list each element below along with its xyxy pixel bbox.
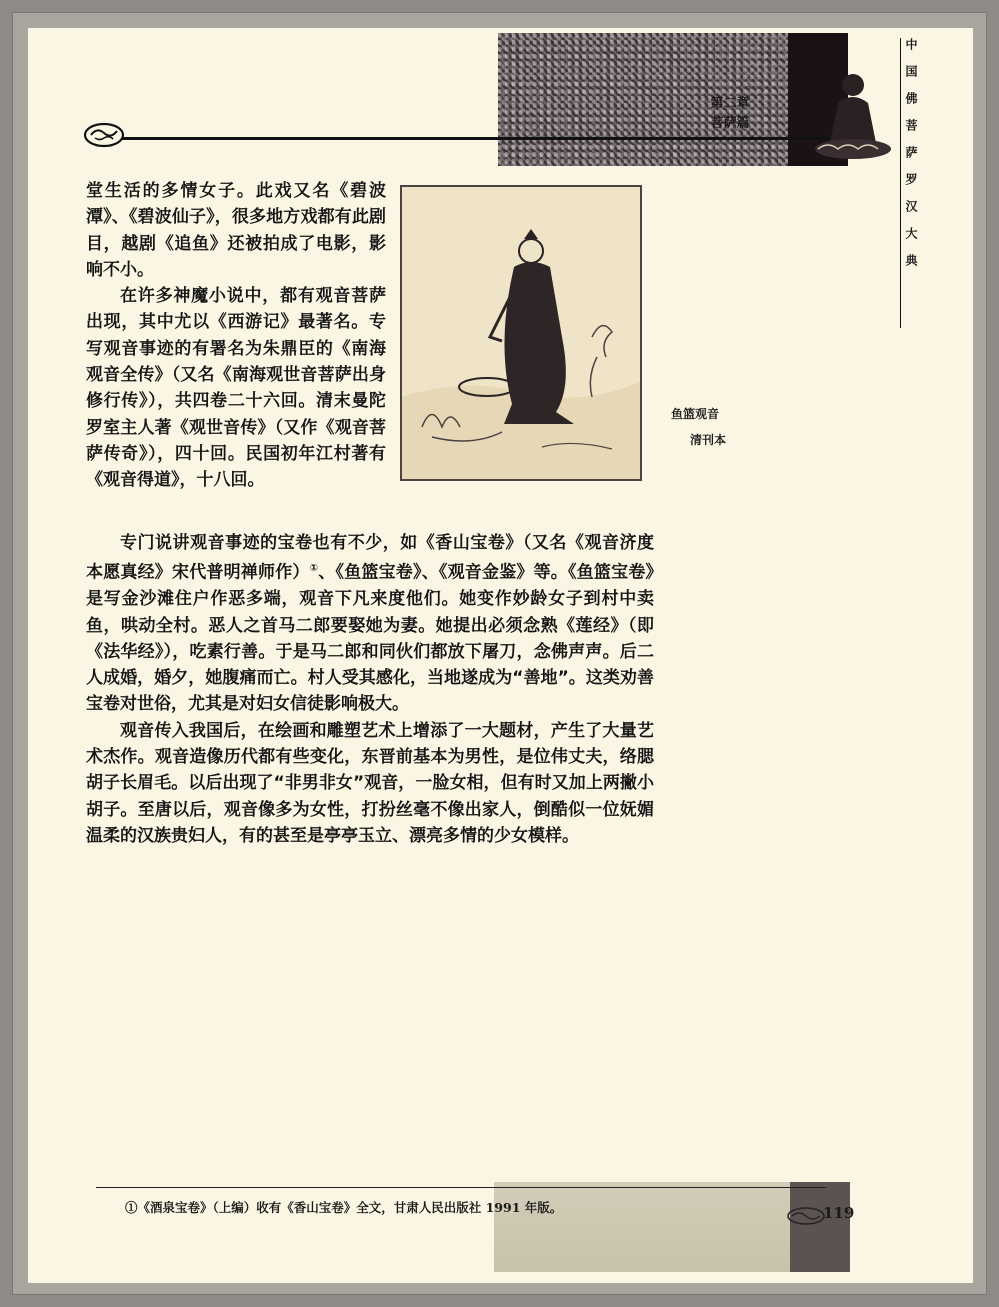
page-number-cloud-icon: [786, 1206, 826, 1226]
chapter-title: 菩萨篇: [710, 116, 750, 131]
wide-column: [86, 530, 654, 849]
paragraph-art: 观音传入我国后，在绘画和雕塑艺术上增添了一大题材，产生了大量艺术杰作。观音造像历代都有些变化，东晋前基本为男性，是位伟丈夫，络腮胡子长眉毛。以后出现了“非男非女”观音，一脸女相，但有时又加上两撇小胡子。至唐以后，观音像多为女性，打扮丝毫不像出家人，倒酷似一位妩媚温柔的汉族贵妇人，有的甚至是亭亭玉立、漂亮多情的少女模样。: [86, 720, 654, 846]
paragraph-baojuan: [86, 530, 654, 718]
paragraph-novels: 在许多神魔小说中，都有观音菩萨出现，其中尤以《西游记》最著名。专写观音事迹的有署名为朱鼎臣的《南海观音全传》（又名《南海观世音菩萨出身修行传》），共四卷二十六回。清末曼陀罗室主人著《观世音传》（又作《观音菩萨传奇》），四十回。民国初年江村著有《观音得道》，十八回。: [86, 286, 386, 491]
chapter-label: [700, 94, 760, 134]
cloud-ornament-icon: [83, 120, 125, 148]
illustration-caption: [658, 401, 748, 453]
page-number: 119: [823, 1204, 855, 1222]
baojuan-text-rest: 、《鱼篮宝卷》、《观音金鉴》等。《鱼篮宝卷》是写金沙滩住户作恶多端，观音下凡来度他们。她变作妙龄女子到村中卖鱼，哄动全村。恶人之首马二郎要娶她为妻。她提出必须念熟《莲经》（即《法华经》），吃素行善。于是马二郎和同伙们都放下屠刀，念佛声声。后二人成婚，婚夕，她腹痛而亡。村人受其感化，当地遂成为“善地”。这类劝善宝卷对世俗，尤其是对妇女信徒影响极大。: [86, 562, 655, 715]
seated-figure-icon: [808, 63, 898, 163]
footnote-text: ①《酒泉宝卷》（上编）收有《香山宝卷》全文，甘肃人民出版社 1991 年版。: [125, 1200, 563, 1215]
footnote-rule: [96, 1187, 826, 1188]
paragraph-continuation: 堂生活的多情女子。此戏又名《碧波潭》、《碧波仙子》，很多地方戏都有此剧目，越剧《追鱼》还被拍成了电影，影响不小。: [86, 181, 386, 280]
footer-dark-block: [790, 1182, 850, 1272]
book-page: [28, 28, 973, 1283]
book-title-vertical: 中国佛菩萨罗汉大典: [904, 38, 918, 281]
caption-title: 鱼篮观音: [671, 407, 720, 421]
illustration-guanyin: [400, 185, 642, 481]
chapter-number: 第二章: [710, 96, 750, 111]
header-rule: [114, 137, 834, 140]
footnote-marker[interactable]: ①: [309, 563, 319, 575]
guanyin-drawing: [402, 187, 640, 479]
caption-source: 清刊本: [690, 433, 727, 447]
baojuan-text-start: 专门说讲观音事迹的宝卷也有不少，如《香山宝卷》（又名《观音济度本愿真经》宋代普明禅师作）: [86, 533, 654, 583]
narrow-column: [86, 178, 386, 494]
footer-panel: [494, 1182, 790, 1272]
